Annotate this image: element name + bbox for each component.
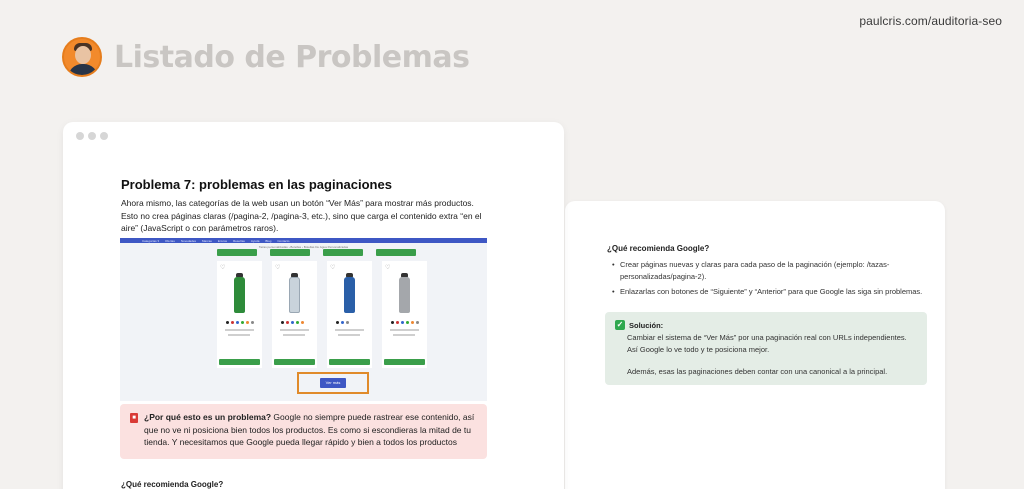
- window-dot-icon: [88, 132, 96, 140]
- google-recommends-heading: ¿Qué recomienda Google?: [121, 480, 224, 489]
- bottle-image: [289, 277, 300, 313]
- product-card: [272, 261, 317, 368]
- avatar: [62, 37, 102, 77]
- alert-icon: ■: [130, 413, 138, 423]
- shop-nav-item: Envíos: [217, 238, 228, 243]
- list-item: • Enlazarlas con botones de “Siguiente” y “Anterior” para que Google las siga sin problemas.: [612, 286, 932, 298]
- page-title: Listado de Problemas: [114, 39, 470, 75]
- heart-icon: ♡: [385, 265, 391, 271]
- problem-description: Ahora mismo, las categorías de la web usan un botón “Ver Más” para mostrar más productos. Esto no crea páginas claras (/pagina-2, /pagina-3, etc.), sino que carga el contenido extra “en el aire” (JavaScript o con parámetros raros).: [121, 198, 482, 233]
- product-card: [382, 261, 427, 368]
- heart-icon: ♡: [275, 265, 281, 271]
- solution-box: [605, 312, 927, 385]
- problem-explanation: Google no siempre puede rastrear ese contenido, así que no ve ni posiciona bien todos los productos. Es como si escondieras la mitad de tu tienda. Y necesitamos que Google pueda llegar rápido y bien a todos los productos: [144, 412, 475, 447]
- shop-nav-item: Marcas: [202, 238, 212, 243]
- solution-note: Además, esas las paginaciones deben contar con una canonical a la principal.: [627, 367, 888, 376]
- price-tag: [384, 359, 425, 365]
- shop-breadcrumb: Tazas personalizadas › Botellas › Botellas De Agua Personalizadas: [258, 245, 349, 249]
- problem-question: ¿Por qué esto es un problema?: [144, 412, 272, 422]
- highlight-frame: [297, 372, 369, 394]
- window-controls: [76, 132, 108, 140]
- price-tag: [329, 359, 370, 365]
- check-icon: ✓: [616, 320, 624, 329]
- product-card: [217, 261, 262, 368]
- shop-nav-item: Ofertas: [165, 238, 175, 243]
- window-dot-icon: [76, 132, 84, 140]
- shop-nav: [120, 238, 487, 243]
- price-tag: [274, 359, 315, 365]
- ver-mas-button[interactable]: Ver más: [320, 378, 346, 388]
- price-tag: [270, 249, 310, 256]
- heart-icon: ♡: [330, 265, 336, 271]
- product-grid: [217, 261, 427, 368]
- shop-nav-item: Contacto: [277, 238, 290, 243]
- heart-icon: ♡: [220, 265, 226, 271]
- bottle-image: [234, 277, 245, 313]
- price-tag: [217, 249, 257, 256]
- solution-label: Solución:: [629, 320, 664, 330]
- shop-screenshot: [120, 238, 487, 401]
- window-dot-icon: [100, 132, 108, 140]
- product-card: [327, 261, 372, 368]
- problem-title: Problema 7: problemas en las paginaciones: [121, 177, 392, 192]
- shop-nav-item: Reseñas: [233, 238, 245, 243]
- problem-box: [120, 404, 487, 459]
- shop-nav-item: Categorías ▾: [142, 238, 160, 243]
- shop-nav-item: Novedades: [180, 238, 197, 243]
- solution-text: Cambiar el sistema de “Ver Más” por una paginación real con URLs independientes. Así Google lo ve todo y te posiciona mejor.: [627, 333, 907, 354]
- recommendation-card: [565, 201, 945, 489]
- bottle-image: [344, 277, 355, 313]
- shop-nav-item: Blog: [265, 238, 272, 243]
- price-tag: [323, 249, 363, 256]
- google-recommends-heading: ¿Qué recomienda Google?: [607, 244, 710, 253]
- page-header: [62, 37, 470, 77]
- list-item: • Crear páginas nuevas y claras para cada paso de la paginación (ejemplo: /tazas-personalizadas/pagina-2).: [612, 259, 932, 283]
- bottle-image: [399, 277, 410, 313]
- price-tag: [219, 359, 260, 365]
- recommendation-list: [612, 259, 932, 301]
- price-tag: [376, 249, 416, 256]
- problem-card: [63, 122, 564, 489]
- top-url: paulcris.com/auditoria-seo: [859, 14, 1002, 28]
- shop-nav-item: Ayuda: [250, 238, 260, 243]
